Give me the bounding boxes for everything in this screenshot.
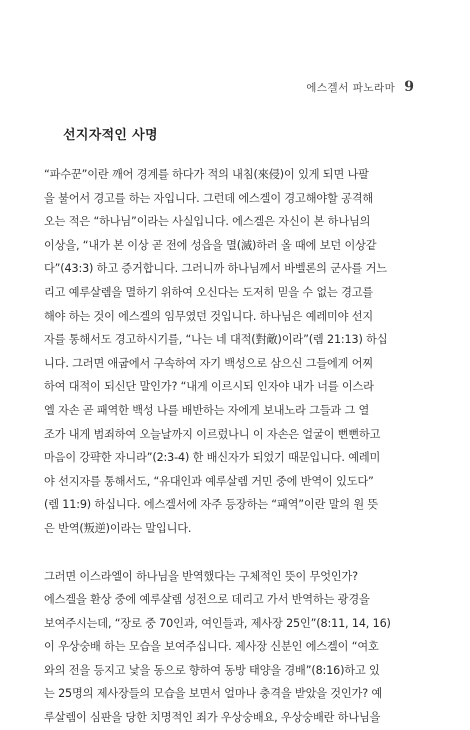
text-line: 자를 통해서도 경고하시기를, “나는 네 대적(對敵)이라”(렘 21:13) 하십 bbox=[44, 333, 388, 347]
text-line: 리고 예루살렘을 멸하기 위하여 오신다는 도저히 믿을 수 없는 경고를 bbox=[44, 285, 374, 299]
text-line: 하여 대적이 되신단 말인가? “내게 이르시되 인자야 내가 너를 이스라 bbox=[44, 380, 374, 394]
text-line: 마음이 강퍅한 자니라”(2:3-4) 한 배신자가 되었기 때문입니다. 예레미 bbox=[44, 451, 381, 465]
text-line: 와의 전을 등지고 낯을 동으로 향하여 동방 태양을 경배”(8:16)하고 있 bbox=[44, 663, 380, 677]
text-line: “파수꾼”이란 깨어 경계를 하다가 적의 내침(來侵)이 있게 되면 나팔 bbox=[44, 168, 369, 181]
text-line: 오는 적은 “하나님”이라는 사실입니다. 에스겔은 자신이 본 하나님의 bbox=[44, 215, 371, 229]
text-line: 다”(43:3) 하고 증거합니다. 그러니까 하나님께서 바벨론의 군사를 거느 bbox=[44, 262, 387, 276]
text-line: 니다. 그러면 애굽에서 구속하여 자기 백성으로 삼으신 그들에게 어찌 bbox=[44, 356, 374, 370]
text-line: 이 우상숭배 하는 모습을 보여주십니다. 제사장 신분인 에스겔이 “여호 bbox=[44, 640, 379, 654]
paragraph bbox=[44, 163, 415, 541]
text-line: 보여주시는데, “장로 중 70인과, 여인들과, 제사장 25인”(8:11, 14, 16) bbox=[44, 616, 391, 630]
text-line: (렘 11:9) 하십니다. 에스겔서에 자주 등장하는 “패역”이란 말의 원 뜻 bbox=[44, 498, 379, 512]
page-number: 9 bbox=[404, 79, 414, 95]
text-line: 는 25명의 제사장들의 모습을 보면서 얼마나 충격을 받았을 것인가? 예 bbox=[44, 687, 383, 701]
section-title: 선지자적인 사명 bbox=[63, 128, 158, 143]
text-line: 그러면 이스라엘이 하나님을 반역했다는 구체적인 뜻이 무엇인가? bbox=[44, 569, 358, 583]
running-title: 에스겔서 파노라마 bbox=[306, 82, 396, 94]
text-line: 을 불어서 경고를 하는 자입니다. 그런데 에스겔이 경고해야할 공격해 bbox=[44, 191, 374, 205]
text-line: 이상을, “내가 본 이상 곧 전에 성읍을 멸(滅)하러 올 때에 보던 이상같 bbox=[44, 238, 377, 252]
body-text bbox=[44, 163, 415, 730]
text-line: 은 반역(叛逆)이라는 말입니다. bbox=[44, 521, 192, 535]
text-line: 루살렘이 심판을 당한 치명적인 죄가 우상숭배요, 우상숭배란 하나님을 bbox=[44, 711, 381, 725]
text-line: 해야 하는 것이 에스겔의 임무였던 것입니다. 하나님은 예레미야 선지 bbox=[44, 309, 374, 323]
running-header bbox=[306, 79, 414, 95]
paragraph bbox=[44, 565, 415, 730]
text-line: 조가 내게 범죄하여 오늘날까지 이르렀나니 이 자손은 얼굴이 뻔뻔하고 bbox=[44, 427, 381, 441]
text-line: 야 선지자를 통해서도, “유대인과 예루살렘 거민 중에 반역이 있도다” bbox=[44, 474, 374, 488]
text-line: 에스겔을 환상 중에 예루살렘 성전으로 데리고 가서 반역하는 광경을 bbox=[44, 593, 370, 607]
text-line: 엘 자손 곧 패역한 백성 나를 배반하는 자에게 보내노라 그들과 그 열 bbox=[44, 403, 370, 417]
